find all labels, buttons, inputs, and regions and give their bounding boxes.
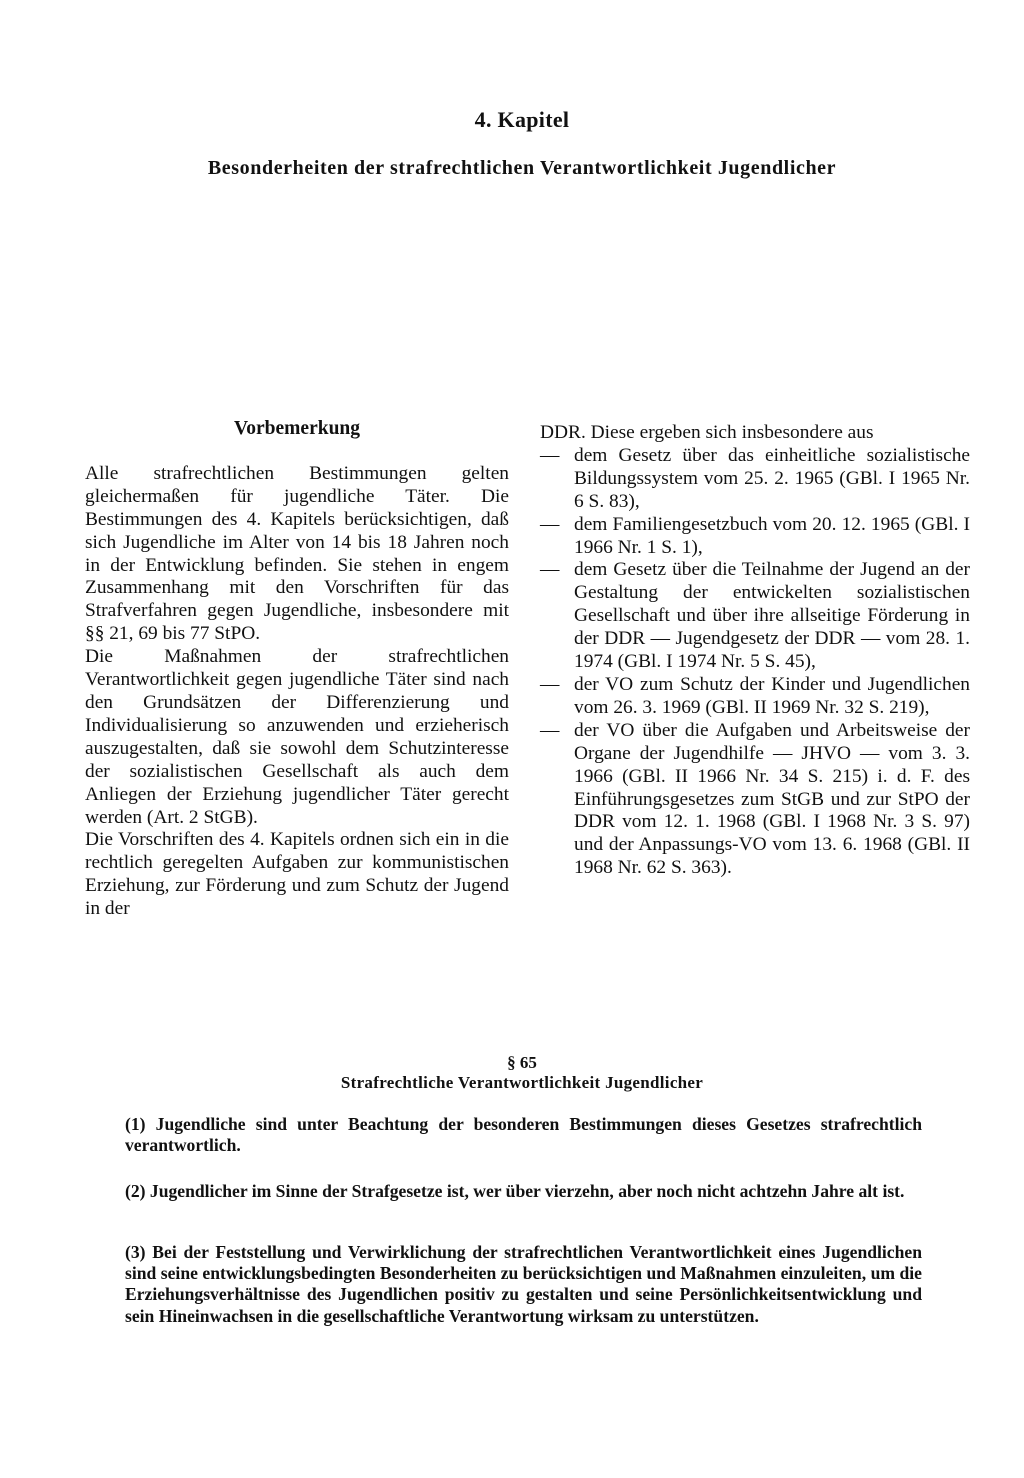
list-item-text: dem Familiengesetzbuch vom 20. 12. 1965 (GBl. I 1966 Nr. 1 S. 1), [574, 513, 970, 558]
preliminary-remark-paragraph: Die Maßnahmen der strafrechtlichen Verantwortlichkeit gegen jugendliche Täter sind nach den Grundsätzen der Differenzierung und Individualisierung so anzuwenden und erzieherisch auszugestalten, daß sie sowohl dem Schutzinteresse der sozialistischen Gesellschaft als auch dem Anliegen der Erziehung jugendlicher Täter gerecht werden (Art. 2 StGB). [85, 646, 509, 828]
dash-bullet: — [540, 559, 560, 581]
section-paragraph-1: (1) Jugendliche sind unter Beachtung der besonderen Bestimmungen dieses Gesetzes strafrechtlich verantwortlich. [125, 1114, 922, 1156]
list-item-text: der VO zum Schutz der Kinder und Jugendlichen vom 26. 3. 1969 (GBl. II 1969 Nr. 32 S. 219), [574, 673, 970, 718]
preliminary-remark-continuation: DDR. Diese ergeben sich insbesondere aus [540, 422, 874, 443]
legal-sources-list [540, 445, 970, 880]
list-item-text: der VO über die Aufgaben und Arbeitsweise der Organe der Jugendhilfe — JHVO — vom 3. 3. 1966 (GBl. II 1966 Nr. 34 S. 215) i. d. F. des Einführungsgesetzes zum StGB und zur StPO der DDR vom 12. 1. 1968 (GBl. I 1968 Nr. 3 S. 97) und der Anpassungs-VO vom 13. 6. 1968 (GBl. II 1968 Nr. 62 S. 363). [574, 719, 970, 879]
preliminary-remark-right-column [540, 422, 970, 880]
list-item-text: dem Gesetz über die Teilnahme der Jugend an der Gestaltung der entwickelten sozialistischen Gesellschaft und über ihre allseitige Förderung in der DDR — Jugendgesetz der DDR — vom 28. 1. 1974 (GBl. I 1974 Nr. 5 S. 45), [574, 559, 970, 673]
list-item [540, 559, 970, 674]
dash-bullet: — [540, 719, 560, 741]
list-item [540, 674, 970, 720]
section-paragraph-3: (3) Bei der Feststellung und Verwirklichung der strafrechtlichen Verantwortlichkeit eines Jugendlichen sind seine entwicklungsbedingten Besonderheiten zu berücksichtigen und Maßnahmen einzuleiten, um die Erziehungsverhältnisse des Jugendlichen positiv zu gestalten und seine Persönlichkeitsentwicklung und sein Hineinwachsen in die gesellschaftliche Verantwortung wirksam zu unterstützen. [125, 1242, 922, 1326]
section-title: Strafrechtliche Verantwortlichkeit Jugendlicher [340, 1073, 704, 1092]
chapter-title: Besonderheiten der strafrechtlichen Verantwortlichkeit Jugendlicher [207, 157, 837, 179]
list-item-text: dem Gesetz über das einheitliche sozialistische Bildungssystem vom 25. 2. 1965 (GBl. I 1965 Nr. 6 S. 83), [574, 444, 970, 512]
preliminary-remark-paragraph: Die Vorschriften des 4. Kapitels ordnen sich ein in die rechtlich geregelten Aufgaben zur kommunistischen Erziehung, zur Förderung und zum Schutz der Jugend in der [85, 829, 509, 920]
list-item [540, 720, 970, 880]
list-item [540, 445, 970, 514]
section-number: § 65 [507, 1053, 537, 1072]
preliminary-remark-left-column [85, 418, 509, 921]
preliminary-remark-heading: Vorbemerkung [233, 418, 361, 439]
list-item [540, 514, 970, 560]
dash-bullet: — [540, 513, 560, 535]
preliminary-remark-paragraph: Alle strafrechtlichen Bestimmungen gelten gleichermaßen für jugendliche Täter. Die Bestimmungen des 4. Kapitels berücksichtigen, daß sich Jugendliche im Alter von 14 bis 18 Jahren noch in der Entwicklung befinden. Sie stehen in engem Zusammenhang mit den Vorschriften für das Strafverfahren gegen Jugendliche, insbesondere mit §§ 21, 69 bis 77 StPO. [85, 462, 509, 645]
dash-bullet: — [540, 444, 560, 466]
section-paragraph-2: (2) Jugendlicher im Sinne der Strafgesetze ist, wer über vierzehn, aber noch nicht achtzehn Jahre alt ist. [125, 1181, 905, 1201]
chapter-number: 4. Kapitel [474, 107, 570, 132]
dash-bullet: — [540, 673, 560, 695]
